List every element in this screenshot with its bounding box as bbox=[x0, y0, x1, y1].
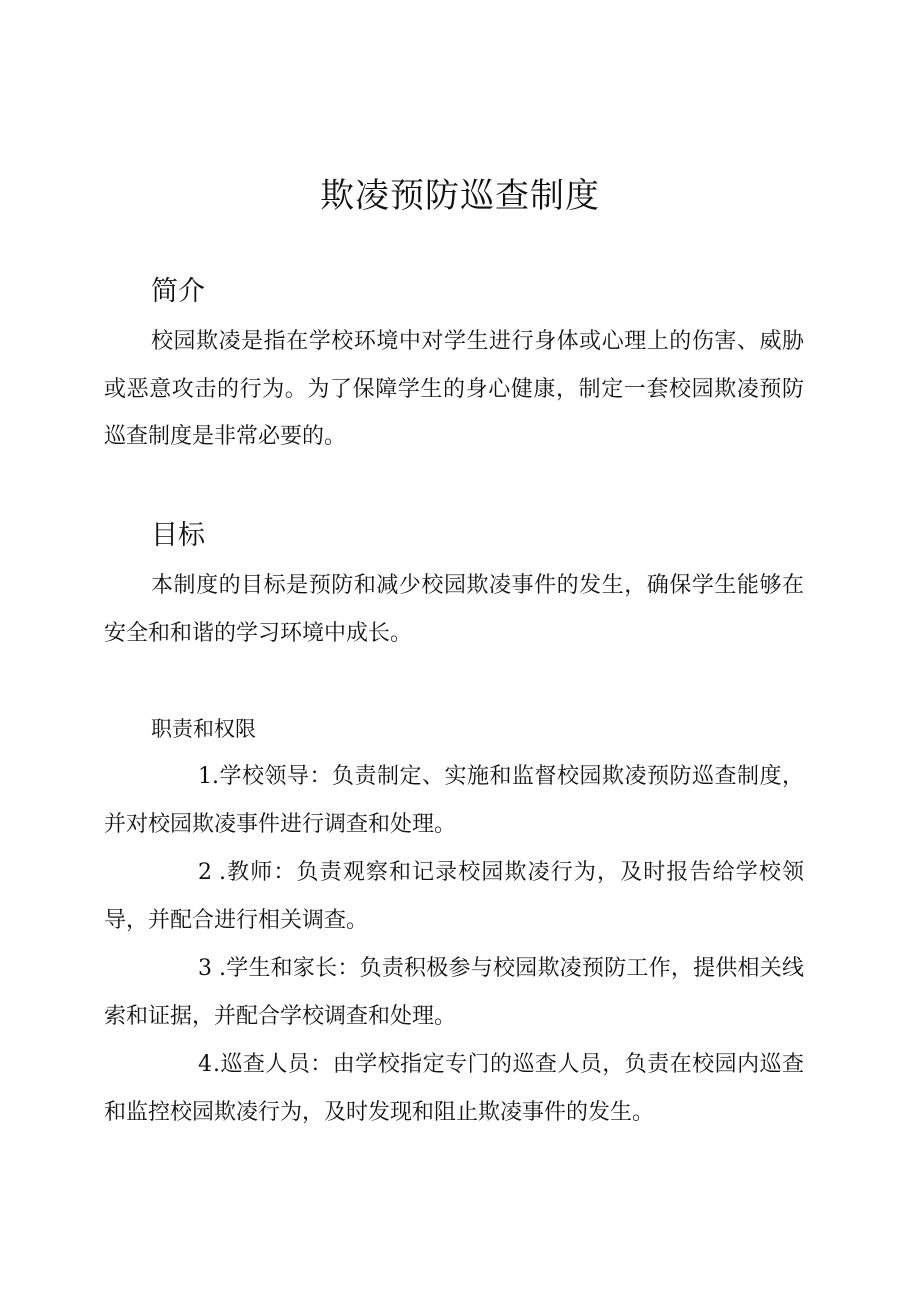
responsibilities-heading: 职责和权限 bbox=[151, 717, 256, 741]
section-heading-goal: 目标 bbox=[151, 520, 205, 551]
list-item-text: 教师：负责观察和记录校园欺凌行为，及时报告给学校领导，并配合进行相关调查。 bbox=[104, 860, 804, 933]
list-item-number: 4 bbox=[198, 1052, 212, 1077]
list-item bbox=[104, 1041, 804, 1136]
document-title: 欺凌预防巡查制度 bbox=[320, 176, 600, 216]
list-item bbox=[104, 945, 804, 1040]
list-item-text: 学生和家长：负责积极参与校园欺凌预防工作，提供相关线索和证据，并配合学校调查和处理。 bbox=[104, 956, 804, 1029]
list-item-number: 2 . bbox=[198, 860, 226, 885]
section-paragraph-goal: 本制度的目标是预防和减少校园欺凌事件的发生，确保学生能够在安全和和谐的学习环境中成长。 bbox=[104, 573, 804, 646]
list-item bbox=[104, 753, 804, 848]
section-heading-intro: 简介 bbox=[151, 276, 205, 307]
list-item-number: 3 . bbox=[198, 956, 226, 981]
list-item-number-suffix: . bbox=[213, 1052, 220, 1077]
list-item bbox=[104, 849, 804, 944]
list-item-number: 1. bbox=[198, 764, 219, 789]
list-item-text: 学校领导：负责制定、实施和监督校园欺凌预防巡查制度，并对校园欺凌事件进行调查和处理。 bbox=[104, 764, 804, 837]
list-item-text: 巡查人员：由学校指定专门的巡查人员，负责在校园内巡查和监控校园欺凌行为，及时发现和阻止欺凌事件的发生。 bbox=[104, 1052, 804, 1125]
section-paragraph-intro: 校园欺凌是指在学校环境中对学生进行身体或心理上的伤害、威胁或恶意攻击的行为。为了保障学生的身心健康，制定一套校园欺凌预防巡查制度是非常必要的。 bbox=[104, 329, 804, 449]
